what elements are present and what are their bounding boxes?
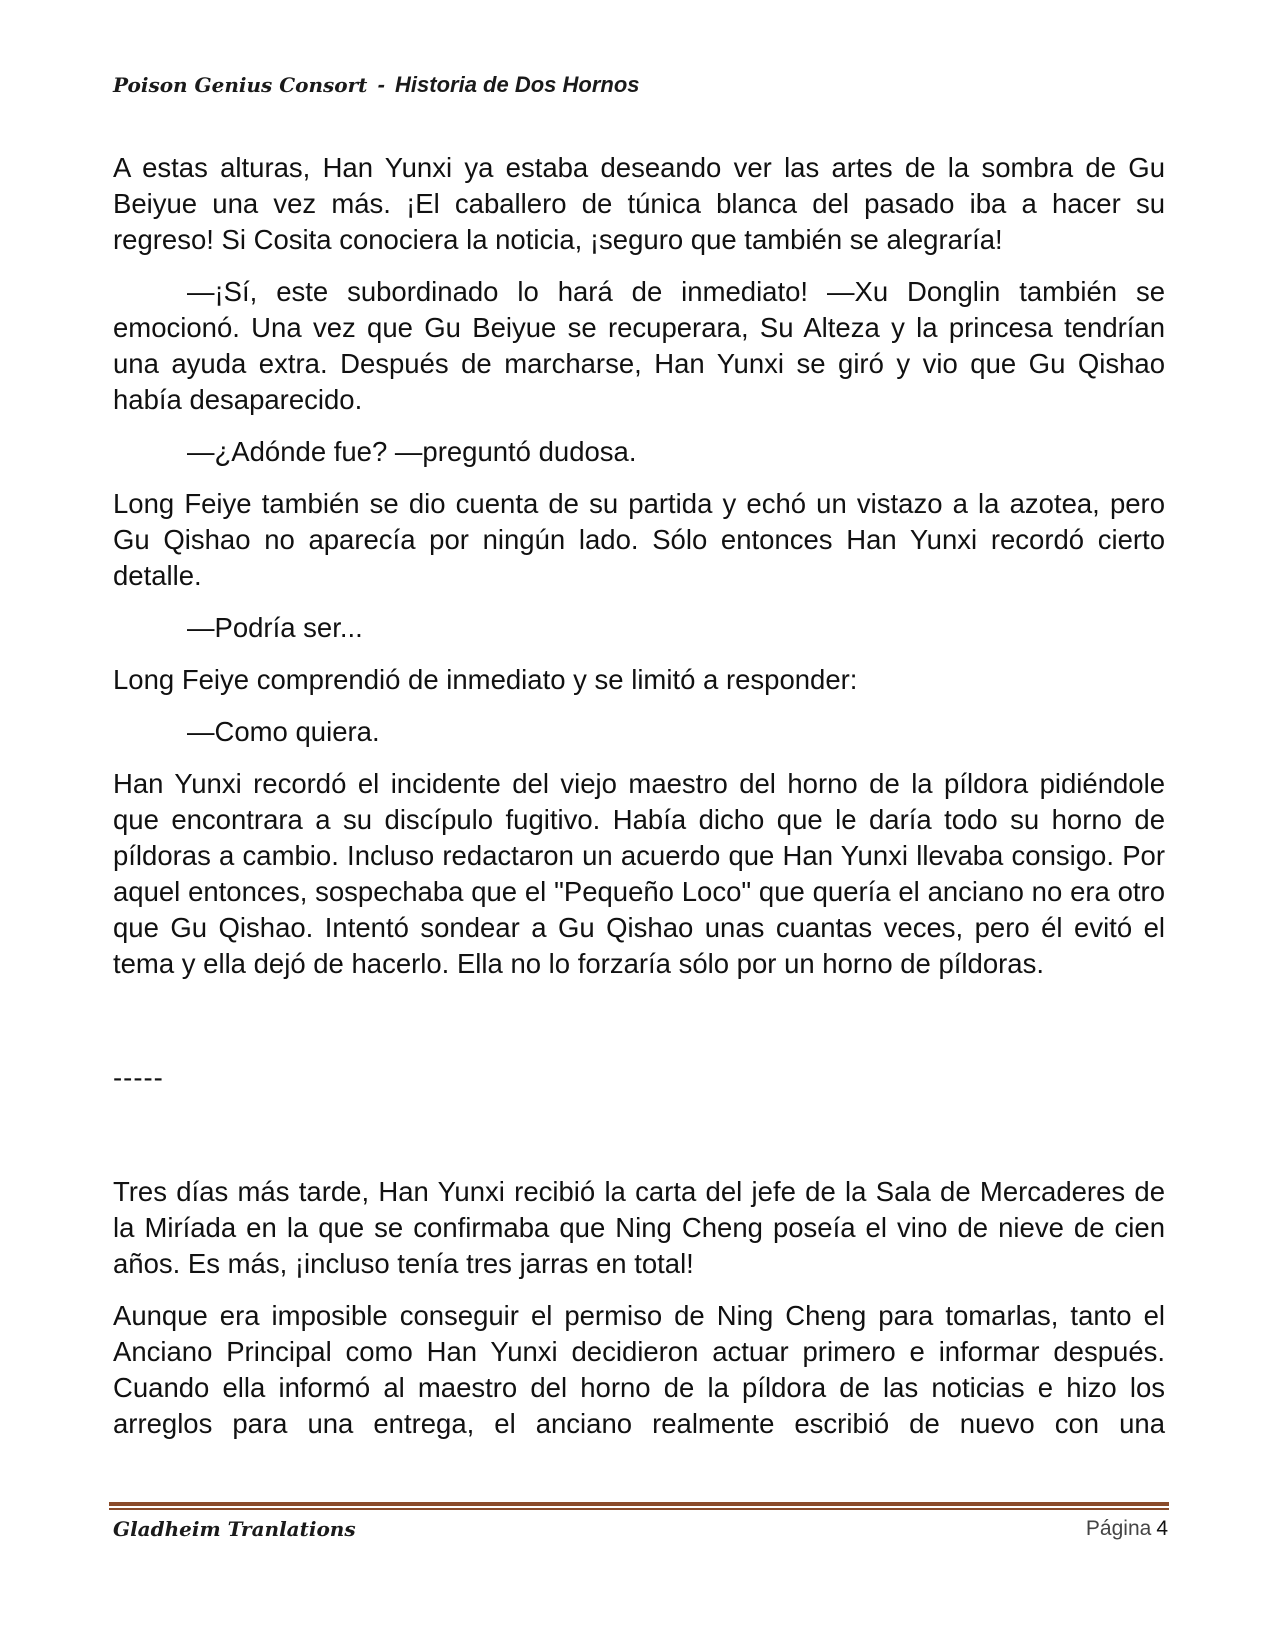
paragraph: —Podría ser... — [187, 612, 363, 643]
footer-rule-thin — [109, 1508, 1169, 1510]
paragraph: Tres días más tarde, Han Yunxi recibió la carta del jefe de la Sala de Mercaderes de la Miríada en la que se confirmaba que Ning Cheng poseía el vino de nieve de cien años. Es más, ¡incluso tenía tres jarras en total! — [113, 1176, 1165, 1279]
body-text — [113, 150, 1165, 1458]
scene-separator: ----- — [113, 1062, 164, 1093]
page-label: Página — [1085, 1517, 1152, 1540]
paragraph: Aunque era imposible conseguir el permiso de Ning Cheng para tomarlas, tanto el Anciano Principal como Han Yunxi decidieron actuar primero e informar después. Cuando ella informó al maestro del horno de la píldora de las noticias e hizo los arreglos para una entrega, el anciano realmente escribió de nuevo con una — [113, 1300, 1165, 1439]
paragraph: A estas alturas, Han Yunxi ya estaba deseando ver las artes de la sombra de Gu Beiyue una vez más. ¡El caballero de túnica blanca del pasado iba a hacer su regreso! Si Cosita conociera la noticia, ¡seguro que también se alegraría! — [113, 152, 1165, 255]
paragraph: —Como quiera. — [187, 716, 380, 747]
book-title: Poison Genius Consort — [113, 73, 368, 97]
page-number-block — [1086, 1517, 1168, 1541]
footer-credit: Gladheim Tranlations — [113, 1517, 356, 1541]
page-number: 4 — [1156, 1517, 1168, 1540]
paragraph: Long Feiye comprendió de inmediato y se limitó a responder: — [113, 664, 858, 695]
paragraph: Han Yunxi recordó el incidente del viejo maestro del horno de la píldora pidiéndole que encontrara a su discípulo fugitivo. Había dicho que le daría todo su horno de píldoras a cambio. Incluso redactaron un acuerdo que Han Yunxi llevaba consigo. Por aquel entonces, sospechaba que el "Pequeño Loco" que quería el anciano no era otro que Gu Qishao. Intentó sondear a Gu Qishao unas cuantas veces, pero él evitó el tema y ella dejó de hacerlo. Ella no lo forzaría sólo por un horno de píldoras. — [113, 768, 1165, 979]
paragraph: —¡Sí, este subordinado lo hará de inmediato! —Xu Donglin también se emocionó. Una vez que Gu Beiyue se recuperara, Su Alteza y la princesa tendrían una ayuda extra. Después de marcharse, Han Yunxi se giró y vio que Gu Qishao había desaparecido. — [113, 276, 1165, 415]
paragraph: —¿Adónde fue? —preguntó dudosa. — [187, 436, 637, 467]
page-header — [113, 72, 640, 98]
chapter-title: Historia de Dos Hornos — [395, 72, 640, 97]
header-separator: - — [377, 72, 385, 97]
footer-rule — [109, 1502, 1169, 1506]
paragraph: Long Feiye también se dio cuenta de su partida y echó un vistazo a la azotea, pero Gu Qishao no aparecía por ningún lado. Sólo entonces Han Yunxi recordó cierto detalle. — [113, 488, 1165, 591]
